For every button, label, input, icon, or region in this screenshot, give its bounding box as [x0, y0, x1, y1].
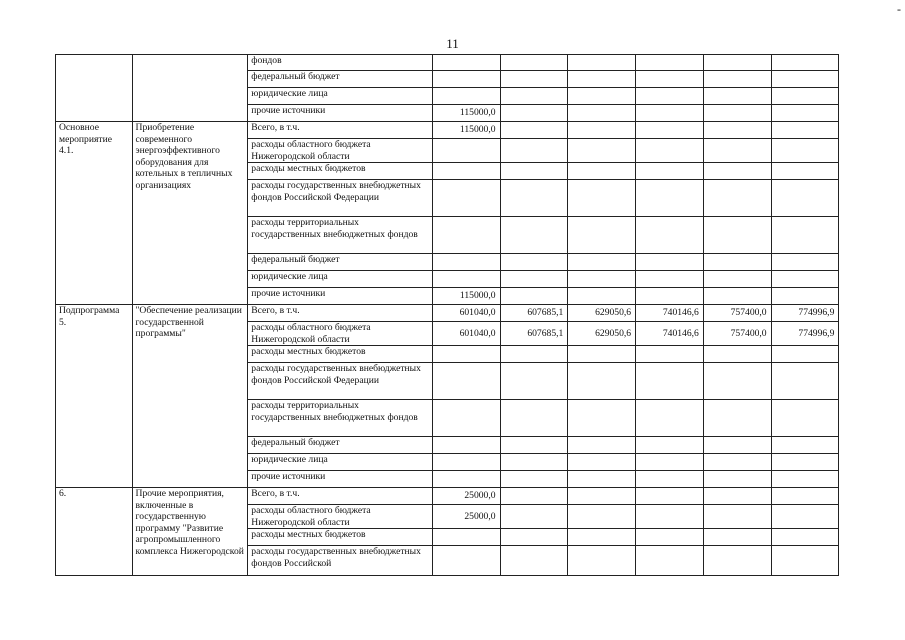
funding-source: прочие источники	[248, 471, 433, 488]
funding-source: расходы областного бюджета Нижегородской области	[248, 505, 433, 529]
value-cell	[432, 400, 500, 437]
funding-source: расходы государственных внебюджетных фондов Российской Федерации	[248, 180, 433, 217]
program-name: Приобретение современного энергоэффективного оборудования для котельных в тепличных организациях	[132, 122, 248, 305]
value-cell	[636, 471, 704, 488]
value-cell	[432, 363, 500, 400]
value-cell	[568, 217, 636, 254]
program-label: Подпрограмма 5.	[56, 305, 133, 488]
value-cell	[500, 363, 568, 400]
value-cell	[500, 529, 568, 546]
value-cell	[500, 55, 568, 71]
table-row	[56, 122, 905, 139]
value-cell	[432, 88, 500, 105]
page-number: 11	[446, 36, 459, 51]
value-cell	[636, 71, 704, 88]
value-cell	[568, 505, 636, 529]
value-cell	[568, 254, 636, 271]
value-cell	[771, 217, 839, 254]
funding-source: Всего, в т.ч.	[248, 305, 433, 322]
program-name: "Обеспечение реализации государственной программы"	[132, 305, 248, 488]
value-cell	[636, 139, 704, 163]
value-cell	[500, 139, 568, 163]
value-cell	[703, 71, 771, 88]
value-cell: 115000,0	[432, 122, 500, 139]
value-cell: 115000,0	[432, 288, 500, 305]
value-cell: 740146,6	[636, 305, 704, 322]
value-cell	[636, 529, 704, 546]
funding-source: расходы государственных внебюджетных фондов Российской Федерации	[248, 363, 433, 400]
value-cell	[771, 505, 839, 529]
value-cell	[500, 288, 568, 305]
value-cell	[703, 122, 771, 139]
value-cell	[500, 88, 568, 105]
value-cell	[771, 105, 839, 122]
value-cell	[703, 505, 771, 529]
value-cell	[771, 437, 839, 454]
value-cell	[703, 180, 771, 217]
funding-source: фондов	[248, 55, 433, 71]
value-cell	[771, 400, 839, 437]
value-cell	[771, 288, 839, 305]
program-label: Основное мероприятие 4.1.	[56, 122, 133, 305]
funding-source: расходы местных бюджетов	[248, 346, 433, 363]
value-cell	[568, 546, 636, 576]
funding-source: юридические лица	[248, 88, 433, 105]
value-cell	[568, 471, 636, 488]
value-cell	[636, 488, 704, 505]
value-cell	[771, 529, 839, 546]
value-cell	[568, 88, 636, 105]
value-cell	[703, 271, 771, 288]
funding-source: Всего, в т.ч.	[248, 488, 433, 505]
value-cell	[500, 346, 568, 363]
value-cell: 607685,1	[500, 305, 568, 322]
value-cell	[568, 346, 636, 363]
value-cell	[432, 55, 500, 71]
value-cell	[771, 454, 839, 471]
table-row	[56, 55, 905, 71]
value-cell	[432, 471, 500, 488]
value-cell: 774996,9	[771, 322, 839, 346]
value-cell	[432, 139, 500, 163]
funding-source: расходы государственных внебюджетных фондов Российской	[248, 546, 433, 576]
funding-source: прочие источники	[248, 105, 433, 122]
value-cell	[432, 346, 500, 363]
funding-source: юридические лица	[248, 271, 433, 288]
value-cell	[703, 437, 771, 454]
funding-source: расходы территориальных государственных внебюджетных фондов	[248, 217, 433, 254]
value-cell	[568, 122, 636, 139]
value-cell	[568, 163, 636, 180]
value-cell	[432, 454, 500, 471]
value-cell	[636, 105, 704, 122]
value-cell	[432, 254, 500, 271]
program-name: Прочие мероприятия, включенные в государственную программу "Развитие агропромышленного комплекса Нижегородской	[132, 488, 248, 576]
value-cell	[771, 88, 839, 105]
value-cell: 607685,1	[500, 322, 568, 346]
value-cell	[636, 122, 704, 139]
value-cell	[432, 163, 500, 180]
value-cell	[568, 288, 636, 305]
value-cell	[500, 488, 568, 505]
value-cell	[636, 437, 704, 454]
value-cell	[636, 346, 704, 363]
table-row	[56, 305, 905, 322]
value-cell	[703, 346, 771, 363]
value-cell	[703, 105, 771, 122]
program-label	[56, 55, 133, 122]
value-cell: 757400,0	[703, 322, 771, 346]
value-cell	[500, 105, 568, 122]
value-cell: 740146,6	[636, 322, 704, 346]
value-cell	[432, 217, 500, 254]
program-label: 6.	[56, 488, 133, 576]
value-cell	[500, 122, 568, 139]
value-cell	[636, 217, 704, 254]
value-cell: 25000,0	[432, 505, 500, 529]
value-cell	[636, 180, 704, 217]
program-name	[132, 55, 248, 122]
value-cell	[636, 271, 704, 288]
value-cell	[771, 71, 839, 88]
value-cell	[500, 437, 568, 454]
value-cell	[771, 139, 839, 163]
funding-source: юридические лица	[248, 454, 433, 471]
value-cell	[568, 437, 636, 454]
value-cell	[500, 400, 568, 437]
value-cell	[500, 271, 568, 288]
value-cell	[568, 71, 636, 88]
value-cell	[500, 454, 568, 471]
value-cell	[703, 471, 771, 488]
value-cell	[771, 546, 839, 576]
value-cell	[568, 400, 636, 437]
value-cell	[568, 529, 636, 546]
value-cell	[771, 55, 839, 71]
value-cell	[771, 163, 839, 180]
value-cell	[500, 71, 568, 88]
value-cell	[703, 254, 771, 271]
value-cell	[703, 400, 771, 437]
value-cell	[432, 271, 500, 288]
funding-source: федеральный бюджет	[248, 437, 433, 454]
value-cell	[636, 505, 704, 529]
corner-mark: -	[897, 2, 901, 16]
value-cell	[432, 529, 500, 546]
value-cell	[636, 55, 704, 71]
value-cell: 25000,0	[432, 488, 500, 505]
value-cell	[500, 217, 568, 254]
funding-source: расходы территориальных государственных внебюджетных фондов	[248, 400, 433, 437]
value-cell	[568, 139, 636, 163]
value-cell	[771, 122, 839, 139]
value-cell	[568, 488, 636, 505]
funding-source: расходы областного бюджета Нижегородской области	[248, 322, 433, 346]
value-cell: 629050,6	[568, 322, 636, 346]
value-cell	[568, 454, 636, 471]
table-row	[56, 488, 905, 505]
budget-table	[55, 54, 905, 576]
funding-source: расходы областного бюджета Нижегородской области	[248, 139, 433, 163]
value-cell	[703, 88, 771, 105]
value-cell	[500, 505, 568, 529]
value-cell	[703, 55, 771, 71]
value-cell	[636, 454, 704, 471]
value-cell	[568, 105, 636, 122]
funding-source: расходы местных бюджетов	[248, 163, 433, 180]
funding-source: прочие источники	[248, 288, 433, 305]
value-cell	[771, 271, 839, 288]
value-cell	[703, 163, 771, 180]
value-cell: 601040,0	[432, 322, 500, 346]
value-cell	[636, 254, 704, 271]
value-cell	[568, 363, 636, 400]
value-cell	[703, 488, 771, 505]
value-cell	[771, 488, 839, 505]
value-cell	[432, 71, 500, 88]
value-cell	[771, 346, 839, 363]
funding-source: федеральный бюджет	[248, 71, 433, 88]
value-cell	[432, 180, 500, 217]
value-cell	[771, 471, 839, 488]
funding-source: Всего, в т.ч.	[248, 122, 433, 139]
value-cell: 774996,9	[771, 305, 839, 322]
value-cell	[636, 288, 704, 305]
value-cell	[432, 437, 500, 454]
value-cell	[568, 55, 636, 71]
value-cell	[703, 217, 771, 254]
value-cell	[568, 271, 636, 288]
funding-source: федеральный бюджет	[248, 254, 433, 271]
value-cell: 629050,6	[568, 305, 636, 322]
value-cell: 757400,0	[703, 305, 771, 322]
value-cell	[636, 363, 704, 400]
value-cell	[500, 163, 568, 180]
value-cell	[636, 400, 704, 437]
value-cell	[703, 546, 771, 576]
value-cell	[703, 454, 771, 471]
value-cell	[703, 139, 771, 163]
value-cell	[500, 180, 568, 217]
value-cell	[636, 88, 704, 105]
value-cell	[500, 546, 568, 576]
value-cell	[500, 254, 568, 271]
value-cell	[432, 546, 500, 576]
value-cell: 115000,0	[432, 105, 500, 122]
value-cell: 601040,0	[432, 305, 500, 322]
value-cell	[703, 529, 771, 546]
value-cell	[636, 163, 704, 180]
value-cell	[703, 363, 771, 400]
value-cell	[568, 180, 636, 217]
value-cell	[771, 363, 839, 400]
value-cell	[500, 471, 568, 488]
value-cell	[771, 180, 839, 217]
value-cell	[771, 254, 839, 271]
value-cell	[636, 546, 704, 576]
value-cell	[703, 288, 771, 305]
funding-source: расходы местных бюджетов	[248, 529, 433, 546]
